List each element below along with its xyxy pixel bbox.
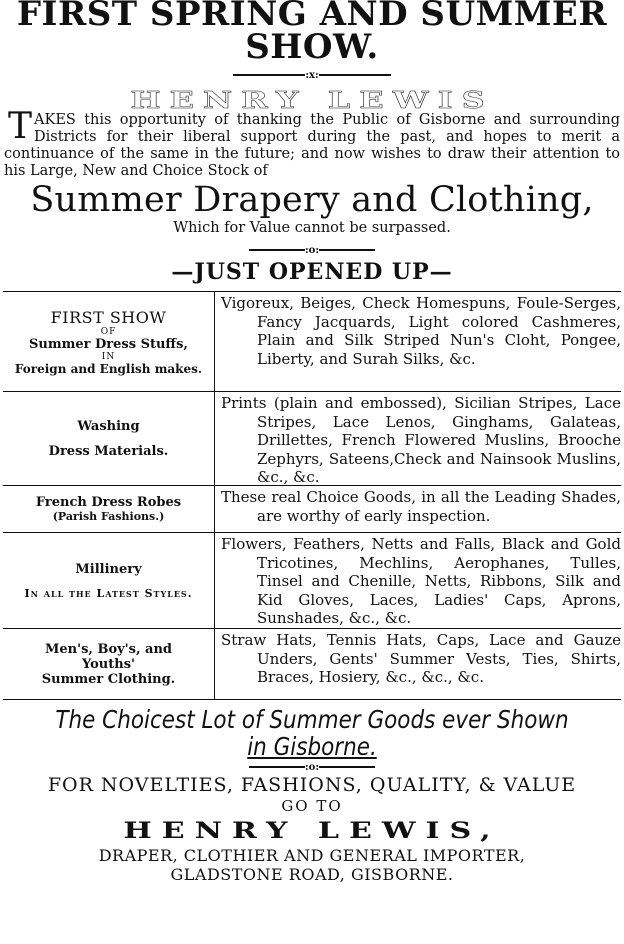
row-label-line: (Parish Fashions.) [52, 510, 165, 523]
row-label-line: FIRST SHOW [50, 307, 167, 327]
choicest-line-1: The Choicest Lot of Summer Goods ever Shown [55, 705, 569, 734]
feature-heading: Summer Drapery and Clothing, [30, 180, 594, 220]
row-label-line: OF [100, 326, 117, 337]
merchant-name-bottom: HENRY LEWIS, [123, 817, 501, 844]
row-description [215, 533, 621, 628]
choicest-tagline [44, 706, 581, 760]
divider-3 [0, 760, 624, 774]
go-to-line: GO TO [281, 797, 343, 815]
divider-ornament: :o: [304, 244, 320, 256]
row-text: Vigoreux, Beiges, Check Homespuns, Foule-Serges, Fancy Jacquards, Light colored Cashmeres, Plain and Silk Striped Nun's Cloht, Pongee, Liberty, and Surah Silks, &c. [221, 294, 621, 368]
row-label-line: Summer Dress Stuffs, [29, 336, 188, 352]
row-label-line: IN [101, 351, 116, 362]
row-text: Flowers, Feathers, Netts and Falls, Black and Gold Tricotines, Mechlins, Aerophanes, Tulles, Tinsel and Chenille, Netts, Ribbons, Silk and Kid Gloves, Laces, Ladies' Caps, Aprons, Sunshades, &c., &c. [221, 535, 621, 627]
row-label [3, 533, 215, 628]
trade-line: DRAPER, CLOTHIER AND GENERAL IMPORTER, [98, 846, 526, 865]
table-row [3, 486, 621, 533]
table-row [3, 392, 621, 486]
row-description [215, 629, 621, 699]
address-line: GLADSTONE ROAD, GISBORNE. [170, 865, 454, 884]
divider-ornament: :x: [305, 69, 319, 81]
headline-line-2: SHOW. [245, 27, 379, 67]
row-text: Straw Hats, Tennis Hats, Caps, Lace and Gauze Unders, Gents' Summer Vests, Ties, Shirts, Braces, Hosiery, &c., &c., &c. [221, 631, 621, 686]
headline [0, 0, 624, 67]
table-row [3, 629, 621, 700]
row-label [3, 292, 215, 391]
row-label-line: French Dress Robes [35, 495, 182, 510]
row-label-line: Foreign and English makes. [14, 361, 203, 376]
row-label-line: In all the Latest Styles. [24, 586, 193, 600]
row-label [3, 392, 215, 485]
row-label [3, 486, 215, 532]
row-label-line: Washing [77, 418, 140, 434]
divider-1 [0, 68, 624, 82]
dropcap: T [8, 106, 33, 147]
divider-ornament: :o: [304, 761, 320, 773]
row-label-line: Men's, Boy's, and [45, 641, 172, 657]
goods-table [3, 291, 621, 700]
value-line: Which for Value cannot be surpassed. [173, 220, 451, 236]
row-label-line: Dress Materials. [48, 443, 169, 459]
row-label-line: Millinery [75, 561, 142, 577]
intro-paragraph [0, 106, 624, 180]
divider-2 [0, 243, 624, 257]
row-description [215, 392, 621, 485]
just-opened-heading: —JUST OPENED UP— [171, 259, 453, 285]
headline-line-1: FIRST SPRING AND SUMMER [16, 0, 608, 34]
row-text: Prints (plain and embossed), Sicilian Stripes, Lace Stripes, Lace Lenos, Ginghams, Galateas, Drillettes, French Flowered Muslins, Brooche Zephyrs, Sateens,Check and Nainsook Muslins, &c., &c. [221, 394, 621, 486]
merchant-name-top: HENRY LEWIS [130, 86, 494, 114]
intro-text: AKES this opportunity of thanking the Public of Gisborne and surrounding Districts for their liberal support during the past, and hopes to merit a continuance of the same in the future; and now wishes to draw their attention to his Large, New and Choice Stock of [4, 112, 620, 179]
row-description [215, 292, 621, 391]
choicest-line-2: in Gisborne. [247, 732, 377, 761]
row-label-line: Summer Clothing. [41, 671, 176, 687]
table-row [3, 292, 621, 392]
row-description [215, 486, 621, 532]
row-label [3, 629, 215, 699]
table-row [3, 533, 621, 629]
novelties-line: FOR NOVELTIES, FASHIONS, QUALITY, & VALUE [47, 774, 577, 796]
row-text: These real Choice Goods, in all the Leading Shades, are worthy of early inspection. [221, 488, 621, 525]
row-label-line: Youths' [81, 656, 136, 672]
